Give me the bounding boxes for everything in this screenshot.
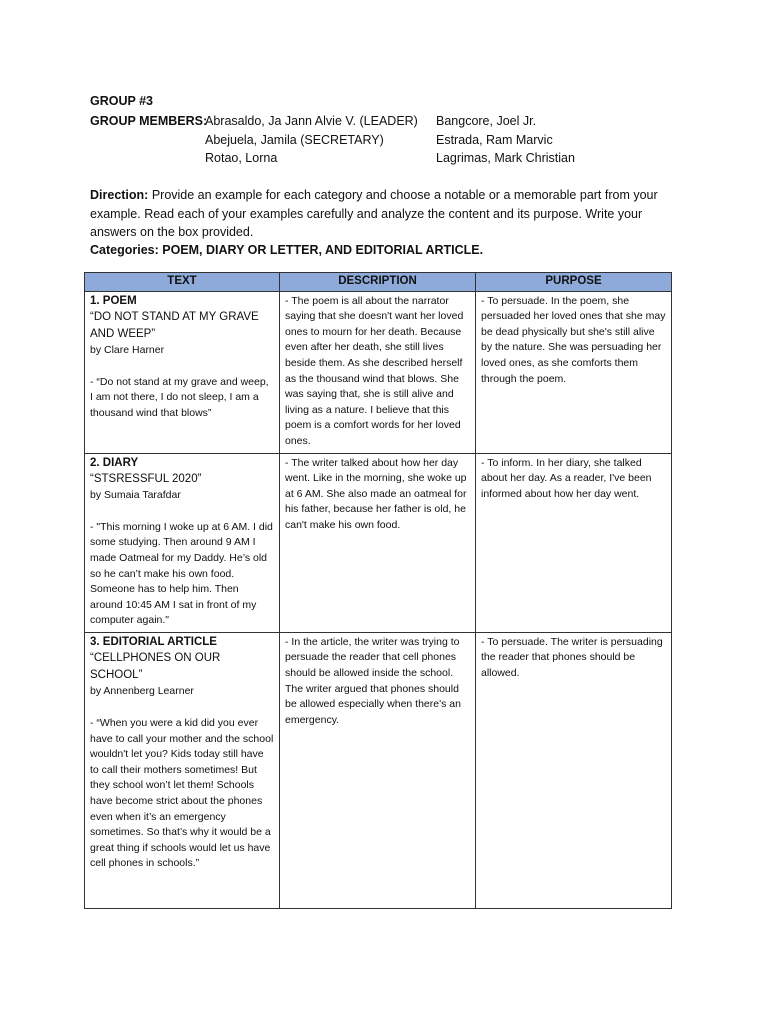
header-purpose: PURPOSE xyxy=(476,273,672,292)
description-cell: - The poem is all about the narrator saying that she doesn't want her loved ones to mourn for her death. Because even after her death, she still lives beside them. As she described herself as the thousand wind that blows. She was saying that, she is still alive and living as a nature. I believe that this poem is a comfort words for her loved ones. xyxy=(280,291,476,453)
work-author: by Clare Harner xyxy=(90,344,165,357)
text-cell xyxy=(85,291,280,453)
table-header-row xyxy=(85,273,672,292)
purpose-cell: - To persuade. In the poem, she persuaded her loved ones that she may be dead physically but she's still alive by the nature. She was persuading her loved ones, as she comforts them through the poem. xyxy=(476,291,672,453)
members-column-2 xyxy=(436,112,575,168)
description-cell: - The writer talked about how her day went. Like in the morning, she woke up at 6 AM. She also made an oatmeal for his father, because her father is old, he can't make his own food. xyxy=(280,453,476,632)
member-name: Abrasaldo, Ja Jann Alvie V. (LEADER) xyxy=(205,114,418,128)
purpose-cell: - To persuade. The writer is persuading the reader that phones should be allowed. xyxy=(476,632,672,908)
table-row-editorial xyxy=(85,632,672,908)
direction-text: Provide an example for each category and choose a notable or a memorable part from your example. Read each of your examples carefully and analyze the content and its purpose. Write your answers on the box provided. xyxy=(90,188,658,240)
work-excerpt: - “When you were a kid did you ever have to call your mother and the school wouldn't let you? Kids today still have to call their mothers sometimes! But they school won’t let them! Schools have become strict about the phones even when it’s an emergency sometimes. So that’s why it would be a great thing if schools would let us have cell phones in schools.” xyxy=(90,717,274,870)
work-title: “CELLPHONES ON OUR SCHOOL” xyxy=(90,652,221,682)
work-author: by Sumaia Tarafdar xyxy=(90,489,181,502)
category-heading: 2. DIARY xyxy=(90,456,139,469)
header-description: DESCRIPTION xyxy=(280,273,476,292)
table-row-diary xyxy=(85,453,672,632)
direction-label: Direction: xyxy=(90,188,149,202)
work-title: “DO NOT STAND AT MY GRAVE AND WEEP” xyxy=(90,311,259,341)
description-cell: - In the article, the writer was trying to persuade the reader that cell phones should be allowed inside the school. The writer argued that phones should be allowed especially when there's an emergency. xyxy=(280,632,476,908)
header-text: TEXT xyxy=(85,273,280,292)
work-excerpt: - "This morning I woke up at 6 AM. I did some studying. Then around 9 AM I made Oatmeal for my Daddy. He’s old so he can’t make his own food. Someone has to help him. Then around 10:45 AM I sat in front of my computer again." xyxy=(90,520,273,627)
group-title: GROUP #3 xyxy=(90,94,153,108)
purpose-cell: - To inform. In her diary, she talked about her day. As a reader, I've been informed about how her day went. xyxy=(476,453,672,632)
direction-paragraph xyxy=(90,186,680,242)
text-cell xyxy=(85,453,280,632)
work-title: “STSRESSFUL 2020” xyxy=(90,473,202,486)
category-heading: 3. EDITORIAL ARTICLE xyxy=(90,635,217,648)
work-excerpt: - “Do not stand at my grave and weep, I am not there, I do not sleep, I am a thousand wind that blows” xyxy=(90,375,269,419)
member-name: Estrada, Ram Marvic xyxy=(436,132,553,147)
member-name: Lagrimas, Mark Christian xyxy=(436,151,575,166)
member-name: Rotao, Lorna xyxy=(205,151,278,166)
categories-line: Categories: POEM, DIARY OR LETTER, AND EDITORIAL ARTICLE. xyxy=(90,243,484,257)
analysis-table xyxy=(84,272,672,909)
member-name: Bangcore, Joel Jr. xyxy=(436,114,537,128)
work-author: by Annenberg Learner xyxy=(90,685,194,698)
table-row-poem xyxy=(85,291,672,453)
text-cell xyxy=(85,632,280,908)
category-heading: 1. POEM xyxy=(90,294,137,307)
members-column-1 xyxy=(205,112,418,168)
member-name: Abejuela, Jamila (SECRETARY) xyxy=(205,132,384,147)
members-label: GROUP MEMBERS: xyxy=(90,114,208,128)
